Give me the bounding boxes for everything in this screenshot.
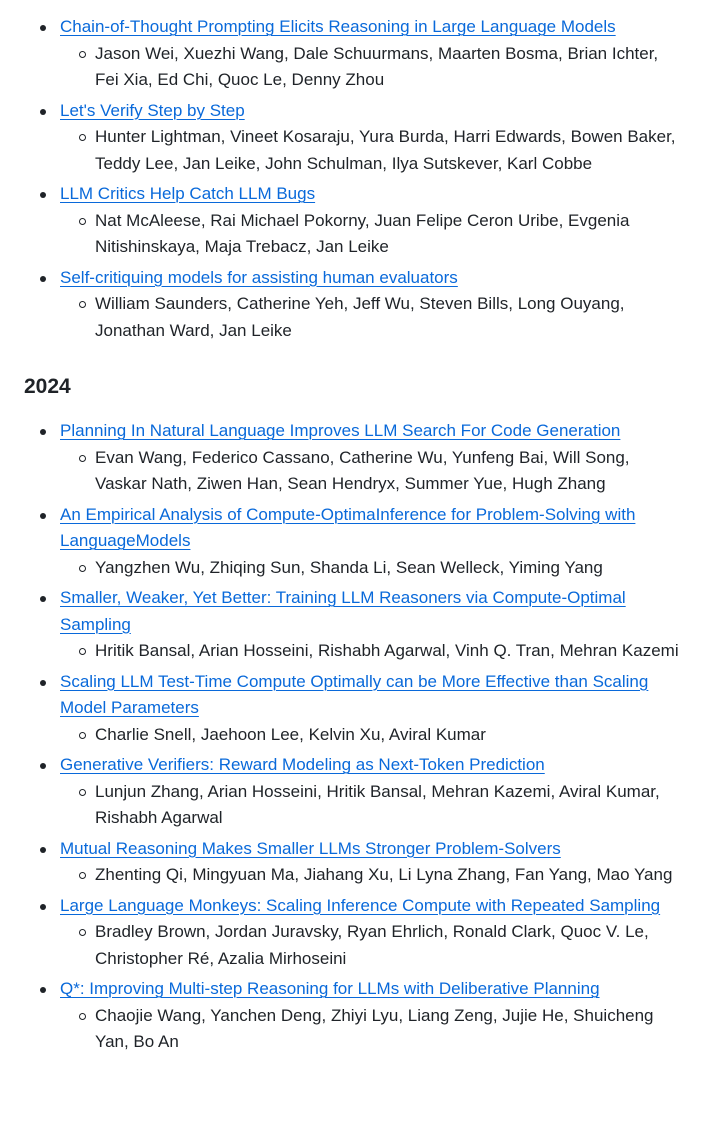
paper-link[interactable]: Scaling LLM Test-Time Compute Optimally can be More Effective than Scaling Model Parameters — [60, 671, 649, 717]
paper-item — [0, 265, 704, 345]
paper-item — [0, 502, 704, 582]
paper-authors: Bradley Brown, Jordan Juravsky, Ryan Ehrlich, Ronald Clark, Quoc V. Le, Christopher Ré, Azalia Mirhoseini — [60, 919, 682, 972]
paper-authors: Yangzhen Wu, Zhiqing Sun, Shanda Li, Sean Welleck, Yiming Yang — [60, 555, 682, 582]
paper-link[interactable]: Generative Verifiers: Reward Modeling as Next-Token Prediction — [60, 755, 545, 774]
year-heading-2024: 2024 — [24, 375, 71, 398]
paper-link[interactable]: Let's Verify Step by Step — [60, 100, 245, 120]
paper-authors: Charlie Snell, Jaehoon Lee, Kelvin Xu, Aviral Kumar — [60, 722, 682, 749]
paper-authors: Chaojie Wang, Yanchen Deng, Zhiyi Lyu, Liang Zeng, Jujie He, Shuicheng Yan, Bo An — [60, 1003, 682, 1056]
paper-item — [0, 836, 704, 889]
paper-item — [0, 418, 704, 498]
paper-item — [0, 669, 704, 749]
paper-list-2024 — [0, 418, 704, 1056]
paper-link[interactable]: Smaller, Weaker, Yet Better: Training LLM Reasoners via Compute-Optimal Sampling — [60, 588, 626, 634]
paper-item — [0, 585, 704, 665]
paper-item — [0, 181, 704, 261]
paper-link[interactable]: LLM Critics Help Catch LLM Bugs — [60, 184, 316, 203]
paper-link[interactable]: Q*: Improving Multi-step Reasoning for LLMs with Deliberative Planning — [60, 979, 600, 998]
paper-item — [0, 976, 704, 1056]
paper-link[interactable]: Planning In Natural Language Improves LLM Search For Code Generation — [60, 421, 621, 440]
paper-authors: Jason Wei, Xuezhi Wang, Dale Schuurmans, Maarten Bosma, Brian Ichter, Fei Xia, Ed Chi, Quoc Le, Denny Zhou — [60, 41, 682, 94]
paper-authors: Lunjun Zhang, Arian Hosseini, Hritik Bansal, Mehran Kazemi, Aviral Kumar, Rishabh Agarwal — [60, 779, 682, 832]
paper-link[interactable]: Chain-of-Thought Prompting Elicits Reasoning in Large Language Models — [60, 17, 616, 36]
paper-authors: Hunter Lightman, Vineet Kosaraju, Yura Burda, Harri Edwards, Bowen Baker, Teddy Lee, Jan Leike, John Schulman, Ilya Sutskever, Karl Cobbe — [60, 124, 682, 177]
paper-authors: Zhenting Qi, Mingyuan Ma, Jiahang Xu, Li Lyna Zhang, Fan Yang, Mao Yang — [60, 862, 682, 889]
paper-item — [0, 752, 704, 832]
paper-item — [0, 14, 704, 94]
paper-link[interactable]: Large Language Monkeys: Scaling Inference Compute with Repeated Sampling — [60, 895, 661, 915]
paper-authors: Nat McAleese, Rai Michael Pokorny, Juan Felipe Ceron Uribe, Evgenia Nitishinskaya, Maja Trebacz, Jan Leike — [60, 208, 682, 261]
previous-authors-tail — [96, 0, 320, 5]
paper-authors: Hritik Bansal, Arian Hosseini, Rishabh Agarwal, Vinh Q. Tran, Mehran Kazemi — [60, 638, 682, 665]
paper-authors: William Saunders, Catherine Yeh, Jeff Wu, Steven Bills, Long Ouyang, Jonathan Ward, Jan Leike — [60, 291, 682, 344]
paper-list-2023 — [0, 14, 704, 344]
paper-link[interactable]: Self-critiquing models for assisting human evaluators — [60, 267, 458, 287]
paper-link[interactable]: An Empirical Analysis of Compute-OptimaInference for Problem-Solving with LanguageModels — [60, 504, 636, 550]
paper-item — [0, 893, 704, 973]
paper-item — [0, 98, 704, 178]
paper-authors: Evan Wang, Federico Cassano, Catherine Wu, Yunfeng Bai, Will Song, Vaskar Nath, Ziwen Han, Sean Hendryx, Summer Yue, Hugh Zhang — [60, 445, 682, 498]
paper-link[interactable]: Mutual Reasoning Makes Smaller LLMs Stronger Problem-Solvers — [60, 838, 561, 858]
